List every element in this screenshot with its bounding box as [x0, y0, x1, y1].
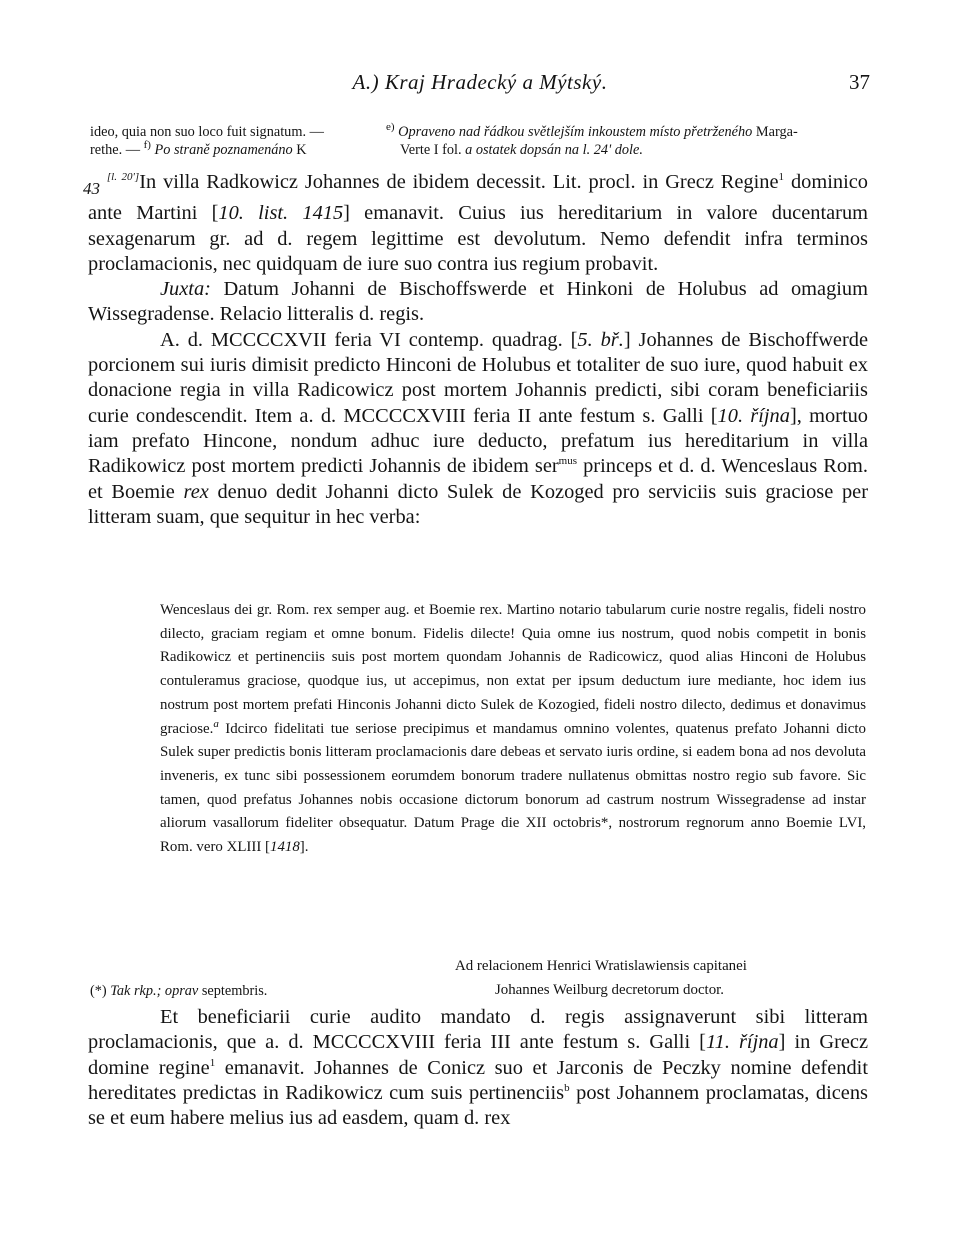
paragraph-text: post Johannem proclamatas, dicens se et eum habere melius ius ad easdem, quam d. rex — [88, 1081, 868, 1130]
charter-text — [160, 599, 866, 860]
charter-body: Idcirco fidelitati tue seriose precipimus et mandamus omnino volentes, quatenus prefato Johanni dicto Sulek super predictis bonis litteram proclamacionis dare debeas et servato iuris ordine, si eadem bona ad nos devoluta inveneris, ex tunc sibi possessionem eorumdem bonorum tradere nullatenus obmittas nostro regio sub favore. Sic tamen, quod prefatus Johannes nobis occasione dictorum bonorum ad castrum nostrum Wissegradense ad instar aliorum vasallorum fideliter obsequatur. Datum Prage die XII octobris*, nostrorum regnorum anno Boemie LVI, Rom. vero XLIII [ — [160, 720, 866, 856]
main-entry — [83, 170, 869, 530]
paragraph-text: In villa Radkowicz Johannes de ibidem decessit. Lit. procl. in Grecz Regine — [139, 171, 779, 193]
entry-paragraph-1 — [83, 170, 869, 277]
paragraph-text: dominico ante Martini [ — [88, 171, 868, 225]
paragraph-text: Et beneficiarii curie audito mandato d. regis assignaverunt sibi litteram proclamacionis, que a. d. MCCCCXVIII feria III ante festum s. Galli [ — [88, 1006, 868, 1054]
charter-body: Wenceslaus dei gr. Rom. rex semper aug. et Boemie rex. Martino notario tabularum curie nostre regalis, fideli nostro dilecto, graciam regiam et omne bonum. Fidelis dilecte! Quia omne ius nostrum, quod nobis competit in bonis Radikowicz et pertinenciis suis post mortem quondam Johannis de Radicowicz, quod alias Hinconi de Holubus contuleramus graciose, quodque ius, ut accepimus, non extat per ipsum deductum iure mediante, hoc idem ius nostrum post mortem prefati Hinconis Johanni dicto Sulek de Kozogied, fideli nostro dilecto, dedimus et donavimus graciose. — [160, 602, 866, 737]
footnote-mark: 1 — [778, 171, 785, 184]
paragraph-text: ] in Grecz domine regine — [88, 1031, 869, 1079]
continuation-paragraph — [88, 1005, 868, 1131]
running-title: A.) Kraj Hradecký a Mýtský. — [352, 70, 608, 94]
paragraph-text: ], mortuo iam prefato Hincone, nondum adhuc iure deducto, prefatum ius hereditarium in villa Radikowicz post mortem predicti Johannis de ibidem ser — [88, 404, 869, 478]
running-header — [90, 70, 870, 98]
date-note: 11. října — [705, 1031, 779, 1054]
rex-word: rex — [183, 480, 209, 503]
charter-year: 1418 — [270, 839, 300, 856]
paragraph-text: emanavit. Johannes de Conicz suo et Jarconis de Peczky nomine defendit hereditates predictas in Radikowicz cum suis pertinenciis — [88, 1056, 868, 1104]
top-note-line-2a — [90, 139, 307, 158]
footnote-text: septembris. — [198, 983, 268, 999]
top-note-line-2b — [400, 142, 643, 158]
top-note-text: rethe. — — [90, 142, 141, 158]
paragraph-text: ] emanavit. Cuius ius hereditarium in valore ducentarum sexagenarum gr. ad d. regem legittime est devolutum. Nemo defendit infra terminos proclamacionis, nec quidquam de iure suo contra ius regium probavit. — [88, 202, 869, 275]
entry-paragraph-3 — [88, 328, 868, 530]
top-note-text: K — [296, 142, 307, 158]
footnote-mark: 1 — [209, 1056, 216, 1069]
footnote-text: Tak rkp.; oprav — [110, 983, 199, 999]
footnote-mark: f) — [143, 139, 151, 152]
paragraph-text: A. d. MCCCCXVII feria VI contemp. quadrag. [ — [160, 328, 578, 351]
paragraph-text: ] Johannes de Bischoffwerde porcionem sui iuris dimisit predicto Hinconi de Holubus et totaliter de suo iure, quod habuit ex donacione regia in villa Radicowicz post mortem Johannis predicti, sibi coram beneficiariis curie condescendit. Item a. d. MCCCCXVIII feria II ante festum s. Galli [ — [88, 328, 868, 427]
paragraph-text: Datum Johanni de Bischoffswerde et Hinkoni de Holubus ad omagium Wissegradense. Relacio litteralis d. regis. — [88, 278, 868, 326]
folio-reference: [l. 20'] — [106, 171, 140, 184]
paragraph-text: denuo dedit Johanni dicto Sulek de Kozoged pro serviciis suis graciose per litteram suam, que sequitur in hec verba: — [88, 480, 868, 528]
footnote-mark: b — [564, 1082, 570, 1095]
top-note-text: Verte I fol. — [400, 142, 462, 158]
relation-note: Ad relacionem Henrici Wratislawiensis capitanei — [455, 958, 747, 974]
entry-paragraph-juxta — [88, 277, 868, 328]
date-note: 10. října — [717, 404, 790, 427]
date-note: 5. bř. — [577, 328, 624, 351]
top-note-text: Po straně poznamenáno — [154, 142, 293, 158]
entry-number: 43 — [83, 179, 100, 198]
scribe-signature: Johannes Weilburg decretorum doctor. — [495, 982, 725, 998]
juxta-label: Juxta: — [160, 278, 211, 301]
superscript: mus — [558, 455, 578, 468]
continuation-text — [88, 1005, 868, 1131]
date-note: 10. list. 1415 — [218, 202, 344, 225]
footnote-mark: e) — [386, 121, 395, 134]
top-note-text: ideo, quia non suo loco fuit signatum. — — [90, 124, 324, 140]
top-note-text: Marga- — [755, 124, 798, 140]
charter-body: ]. — [299, 839, 309, 856]
page-number: 37 — [849, 70, 870, 94]
top-note-line-1a — [90, 124, 324, 140]
footnote-mark: (*) — [90, 983, 107, 999]
footnote — [90, 983, 267, 999]
top-note-line-1b — [386, 121, 798, 140]
footnote-mark: a — [213, 717, 219, 730]
top-note-text: Opraveno nad řádkou světlejším inkoustem místo přetrženého — [398, 124, 753, 140]
top-note-text: a ostatek dopsán na l. 24' dole. — [465, 142, 643, 158]
paragraph-text: princeps et d. d. Wenceslaus Rom. et Boemie — [88, 455, 868, 503]
